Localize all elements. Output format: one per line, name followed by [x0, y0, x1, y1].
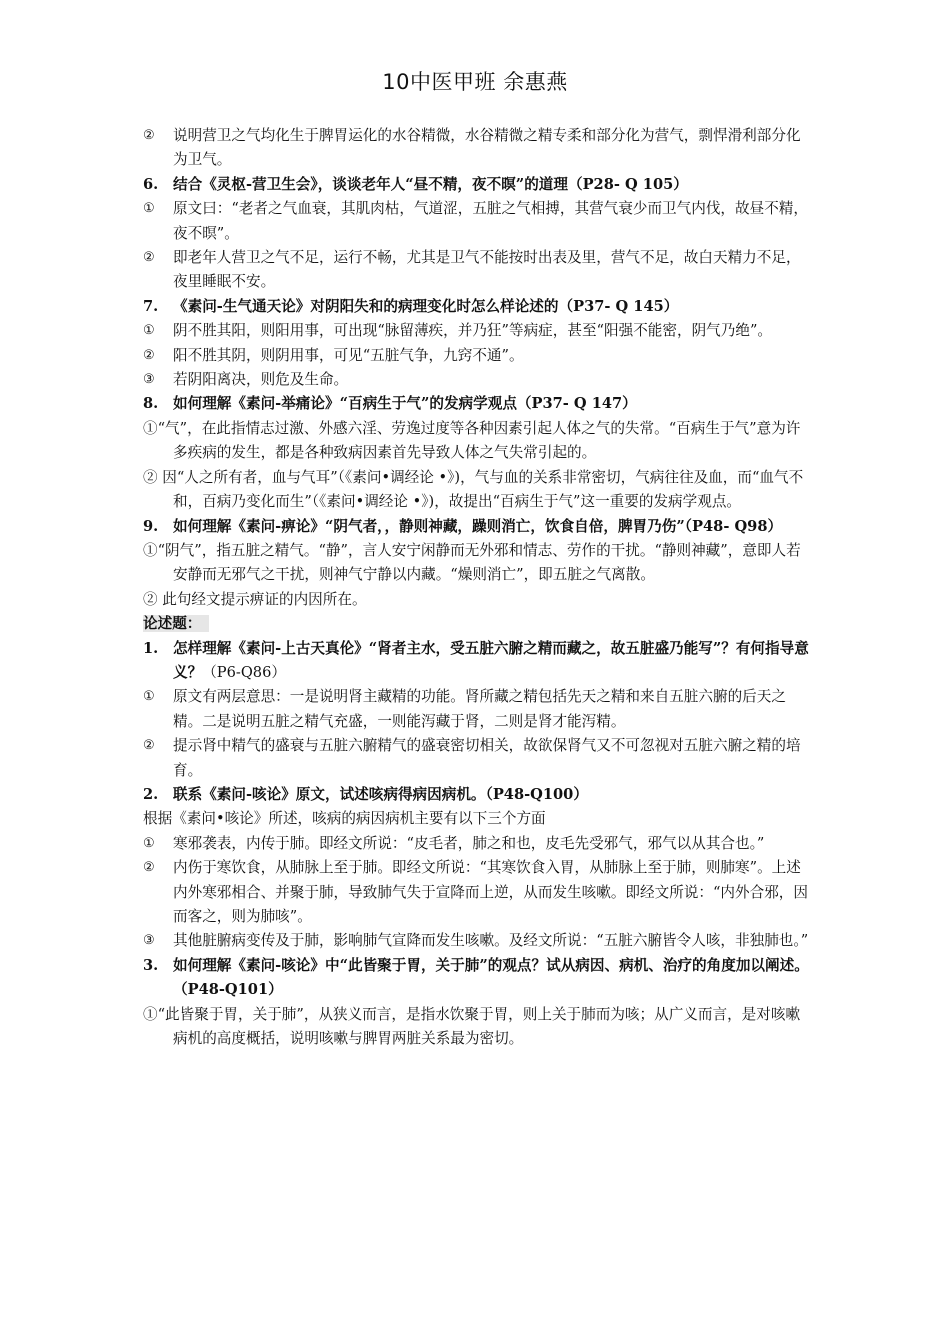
- item-text: 寒邪袭表，内传于肺。即经文所说：“皮毛者，肺之和也，皮毛先受邪气，邪气以从其合也。”: [173, 834, 765, 852]
- question-text: 联系《素问-咳论》原文，试述咳病得病因病机。（P48-Q100）: [173, 785, 588, 803]
- answer-item: [143, 734, 811, 783]
- question-item: [143, 783, 811, 807]
- answer-paragraph: ② 此句经文提示痹证的内因所在。: [143, 590, 367, 608]
- question-text: 结合《灵枢-营卫生会》，谈谈老年人“昼不精，夜不暝”的道理（P28- Q 105）: [173, 175, 688, 193]
- answer-item: [143, 124, 811, 173]
- question-text: 如何理解《素问-举痛论》“百病生于气”的发病学观点（P37- Q 147）: [173, 395, 637, 413]
- item-marker: ②: [143, 738, 155, 754]
- item-text: 阴不胜其阳，则阳用事，可出现“脉留薄疾，并乃狂”等病症，甚至“阳强不能密，阴气乃绝”。: [173, 322, 773, 340]
- item-marker: ①: [143, 835, 155, 851]
- question-number: 1.: [143, 639, 159, 657]
- item-text: 提示肾中精气的盛衰与五脏六腑精气的盛衰密切相关，故欲保肾气又不可忽视对五脏六腑之精的培育。: [173, 737, 801, 779]
- question-text: 如何理解《素问-痹论》“阴气者，，静则神藏，躁则消亡，饮食自倍，脾胃乃伤”（P48- Q98）: [173, 517, 783, 535]
- question-item: [143, 392, 811, 416]
- question-item: [143, 295, 811, 319]
- item-text: 内伤于寒饮食，从肺脉上至于肺。即经文所说：“其寒饮食入胃，从肺脉上至于肺，则肺寒”。上述内外寒邪相合、并聚于肺，导致肺气失于宣降而上逆，从而发生咳嗽。即经文所说：“内外合邪，因而客之，则为肺咳”。: [173, 859, 808, 925]
- answer-item: [143, 344, 811, 368]
- question-item: [143, 954, 811, 1003]
- item-marker: ②: [143, 128, 155, 143]
- section-heading: [143, 612, 811, 636]
- question-text: 如何理解《素问-咳论》中“此皆聚于胃，关于肺”的观点？试从病因、病机、治疗的角度加以阐述。（P48-Q101）: [173, 956, 809, 999]
- question-number: 6.: [143, 175, 159, 193]
- item-text: 原文有两层意思：一是说明肾主藏精的功能。肾所藏之精包括先天之精和来自五脏六腑的后天之精。二是说明五脏之精气充盛，一则能泻藏于肾，二则是肾才能泻精。: [173, 688, 786, 730]
- item-marker: ①: [143, 689, 155, 705]
- item-text: 其他脏腑病变传及于肺，影响肺气宣降而发生咳嗽。及经文所说：“五脏六腑皆令人咳，非独肺也。”: [173, 932, 809, 950]
- answer-paragraph: ② 因“人之所有者，血与气耳”（《素问•调经论 •》)，气与血的关系非常密切，气病往往及血，而“血气不和，百病乃变化而生”（《素问•调经论 •》)，故提出“百病生于气”这一重要的发病学观点。: [143, 468, 804, 511]
- answer-item: [143, 685, 811, 734]
- item-text: 即老年人营卫之气不足，运行不畅，尤其是卫气不能按时出表及里，营气不足，故白天精力不足，夜里睡眠不安。: [173, 249, 801, 291]
- question-text: 《素问-生气通天论》对阴阳失和的病理变化时怎么样论述的（P37- Q 145）: [173, 297, 679, 315]
- item-text: 说明营卫之气均化生于脾胃运化的水谷精微，水谷精微之精专柔和部分化为营气，剽悍滑利部分化为卫气。: [173, 127, 801, 169]
- question-text: 怎样理解《素问-上古天真伦》“肾者主水，受五脏六腑之精而藏之，故五脏盛乃能写”？有何指导意义？: [173, 639, 809, 681]
- question-number: 2.: [143, 785, 159, 803]
- answer-item: [143, 832, 811, 856]
- item-marker: ②: [143, 860, 155, 876]
- answer-item: [143, 929, 811, 953]
- item-marker: ①: [143, 323, 155, 339]
- item-text: 若阴阳离决，则危及生命。: [173, 371, 349, 389]
- item-text: 阳不胜其阴，则阴用事，可见“五脏气争，九窍不通”。: [173, 346, 524, 364]
- item-marker: ②: [143, 347, 155, 363]
- item-marker: ①: [143, 201, 155, 217]
- item-marker: ③: [143, 372, 155, 388]
- item-marker: ③: [143, 933, 155, 949]
- answer-item: [143, 856, 811, 929]
- answer-item: [143, 246, 811, 295]
- answer-paragraph: ①“此皆聚于胃，关于肺”，从狭义而言，是指水饮聚于胃，则上关于肺而为咳；从广义而言，是对咳嗽病机的高度概括，说明咳嗽与脾胃两脏关系最为密切。: [143, 1005, 801, 1048]
- answer-item: [143, 368, 811, 392]
- answer-item: [143, 197, 811, 246]
- question-reference: （P6-Q86）: [202, 663, 286, 681]
- question-item: [143, 515, 811, 539]
- question-item: [143, 637, 811, 686]
- question-number: 3.: [143, 956, 159, 974]
- item-text: 原文曰：“老者之气血衰，其肌肉枯，气道涩，五脏之气相搏，其营气衰少而卫气内伐，故昼不精，夜不暝”。: [173, 200, 808, 242]
- page-title: 10中医甲班 余惠燕: [382, 70, 568, 94]
- question-item: [143, 173, 811, 197]
- document-body: [143, 124, 811, 1051]
- answer-paragraph: ①“气”，在此指情志过激、外感六淫、劳逸过度等各种因素引起人体之气的失常。“百病生于气”意为许多疾病的发生，都是各种致病因素首先导致人体之气失常引起的。: [143, 419, 801, 462]
- item-marker: ②: [143, 250, 155, 266]
- question-number: 8.: [143, 395, 159, 413]
- question-number: 9.: [143, 517, 159, 535]
- answer-paragraph: ①“阴气”，指五脏之精气。“静”，言人安宁闲静而无外邪和情志、劳作的干扰。“静则神藏”，意即人若安静而无邪气之干扰，则神气宁静以内藏。“燥则消亡”，即五脏之气离散。: [143, 541, 801, 584]
- answer-paragraph: 根据《素问•咳论》所述，咳病的病因病机主要有以下三个方面: [143, 810, 546, 828]
- question-number: 7.: [143, 297, 159, 315]
- answer-item: [143, 319, 811, 343]
- section-heading-label: 论述题：: [143, 615, 209, 632]
